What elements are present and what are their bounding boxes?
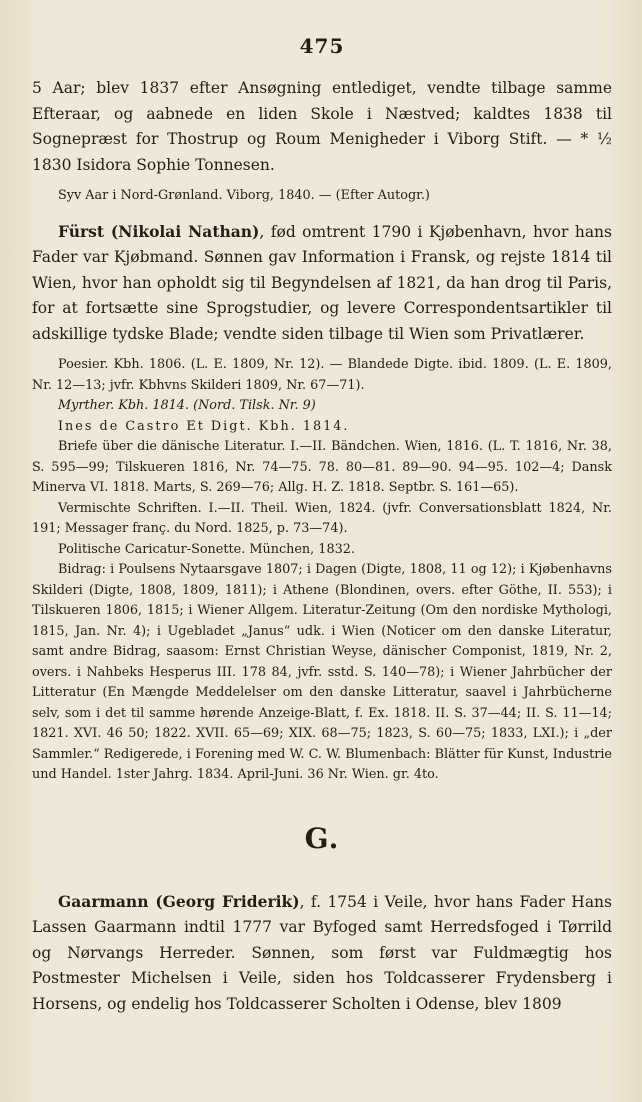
entry2-name: Fürst (Nikolai Nathan) xyxy=(58,221,260,241)
entry3-paragraph xyxy=(32,889,612,1018)
entry3-name: Gaarmann (Georg Friderik) xyxy=(58,891,300,911)
entry2-paragraph xyxy=(32,219,612,348)
entry1-work-1: Syv Aar i Nord-Grønland. Viborg, 1840. — (Efter Autogr.) xyxy=(58,188,430,203)
page-number: 475 xyxy=(299,34,345,58)
entry2-work-4: Briefe über die dänische Literatur. I.—II. Bändchen. Wien, 1816. (L. T. 1816, Nr. 38, S. 595—99; Tilskueren 1816, Nr. 74—75. 78. 80—81. 89—90. 94—95. 102—4; Dansk Minerva VI. 1818. Marts, S. 269—76; Allg. H. Z. 1818. Septbr. S. 161—65). xyxy=(32,439,612,495)
section-heading-letter: G. xyxy=(304,821,340,855)
entry2-work-5: Vermischte Schriften. I.—II. Theil. Wien, 1824. (jvfr. Conversationsblatt 1824, Nr. 191; Messager franç. du Nord. 1825, p. 73—74). xyxy=(32,500,612,536)
entry2-bio: , fød omtrent 1790 i Kjøbenhavn, hvor hans Fader var Kjøbmand. Sønnen gav Information i Fransk, og rejste 1814 til Wien, hvor han opholdt sig til Begyndelsen af 1821, da han drog til Paris, for at fortsætte sine Sprogstudier, og levere Correspondentsartikler til adskillige tydske Blade; vendte siden tilbage til Wien som Privatlærer. xyxy=(32,222,612,343)
entry2-work-3: Ines de Castro Et Digt. Kbh. 1814. xyxy=(58,418,350,434)
entry2-work-6: Politische Caricatur-Sonette. München, 1832. xyxy=(58,541,355,557)
entry2-contributions: Bidrag: i Poulsens Nytaarsgave 1807; i Dagen (Digte, 1808, 11 og 12); i Kjøbenhavns Skilderi (Digte, 1808, 1809, 1811); i Athene (Blondinen, overs. efter Göthe, II. 553); i Tilskueren 1806, 1815; i Wiener Allgem. Literatur-Zeitung (Om den nordiske Mythologi, 1815, Jan. Nr. 4); i Ugebladet „Janus“ udk. i Wien (Noticer om den danske Literatur, samt andre Bidrag, saasom: Ernst Christian Weyse, dänischer Componist, 1819, Nr. 2, overs. i Nahbeks Hesperus III. 178 84, jvfr. sstd. S. 140—78); i Wiener Jahrbücher der Litteratur (En Mængde Meddelelser om den danske Litteratur, saavel i Jahrbücherne selv, som i det til samme hørende Anzeige-Blatt, f. Ex. 1818. II. S. 37—44; II. S. 11—14; 1821. XVI. 46 50; 1822. XVII. 65—69; XIX. 68—75; 1823, S. 60—75; 1833, LXI.); i „der Sammler.“ Redigerede, i Forening med W. C. W. Blumenbach: Blätter für Kunst, Industrie und Handel. 1ster Jahrg. 1834. April-Juni. 36 Nr. Wien. gr. 4to. xyxy=(32,562,612,782)
entry2-work-1: Poesier. Kbh. 1806. (L. E. 1809, Nr. 12). — Blandede Digte. ibid. 1809. (L. E. 1809, Nr. 12—13; jvfr. Kbhvns Skilderi 1809, Nr. 67—71). xyxy=(32,357,612,393)
entry3-bio: , f. 1754 i Veile, hvor hans Fader Hans Lassen Gaarmann indtil 1777 var Byfoged samt Herredsfoged i Tørrild og Nørvangs Herreder. Sønnen, som først var Fuldmægtig hos Postmester Michelsen i Veile, siden hos Toldcasserer Frydensberg i Horsens, og endelig hos Toldcasserer Scholten i Odense, blev 1809 xyxy=(32,892,612,1013)
entry2-work-2: Myrther. Kbh. 1814. (Nord. Tilsk. Nr. 9) xyxy=(58,398,316,413)
entry1-bio: 5 Aar; blev 1837 efter Ansøgning entlediget, vendte tilbage samme Efteraar, og aabnede en liden Skole i Næstved; kaldtes 1838 til Sognepræst for Thostrup og Roum Menigheder i Viborg Stift. — * ½ 1830 Isidora Sophie Tonnesen. xyxy=(32,79,612,174)
